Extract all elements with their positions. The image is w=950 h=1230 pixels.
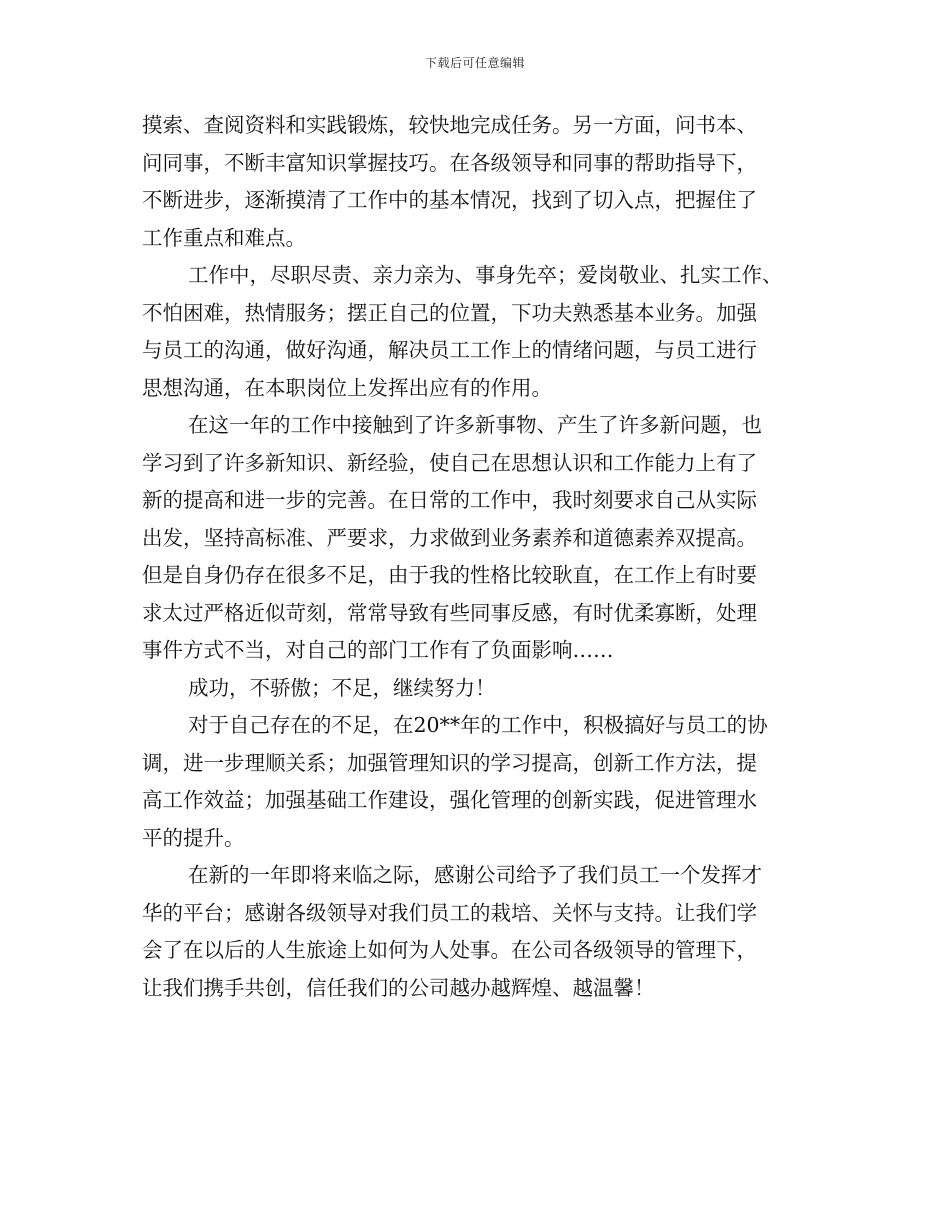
paragraph-line: 调，进一步理顺关系；加强管理知识的学习提高，创新工作方法，提 — [142, 750, 757, 775]
paragraph-line: 在这一年的工作中接触到了许多新事物、产生了许多新问题，也 — [188, 413, 762, 437]
paragraph-line: 事件方式不当，对自己的部门工作有了负面影响…… — [142, 638, 614, 662]
paragraph-3 — [142, 407, 810, 670]
paragraph-line: 求太过严格近似苛刻，常常导致有些同事反感，有时优柔寡断，处理 — [142, 600, 757, 625]
page-header: 下载后可任意编辑 — [424, 56, 525, 70]
paragraph-line: 工作中，尽职尽责、亲力亲为、事身先卒；爱岗敬业、扎实工作、 — [188, 263, 783, 287]
paragraph-line: 高工作效益；加强基础工作建设，强化管理的创新实践，促进管理水 — [142, 788, 757, 812]
paragraph-line: 不怕困难，热情服务；摆正自己的位置，下功夫熟悉基本业务。加强 — [142, 300, 757, 325]
paragraph-line: 在新的一年即将来临之际，感谢公司给予了我们员工一个发挥才 — [188, 863, 762, 887]
paragraph-line: 但是自身仍存在很多不足，由于我的性格比较耿直，在工作上有时要 — [142, 563, 757, 587]
paragraph-line: 不断进步，逐渐摸清了工作中的基本情况，找到了切入点，把握住了 — [142, 188, 757, 212]
paragraph-line: 新的提高和进一步的完善。在日常的工作中，我时刻要求自己从实际 — [142, 488, 757, 512]
paragraph-line: 思想沟通，在本职岗位上发挥出应有的作用。 — [142, 375, 552, 400]
paragraph-line: 问同事，不断丰富知识掌握技巧。在各级领导和同事的帮助指导下， — [142, 150, 757, 175]
paragraph-line: 让我们携手共创，信任我们的公司越办越辉煌、越温馨！ — [142, 975, 655, 1000]
paragraph-line: 华的平台；感谢各级领导对我们员工的栽培、关怀与支持。让我们学 — [142, 900, 757, 925]
paragraph-4 — [142, 670, 810, 708]
paragraph-6 — [142, 857, 810, 1007]
paragraph-line: 学习到了许多新知识、新经验，使自己在思想认识和工作能力上有了 — [142, 450, 757, 475]
paragraph-line: 平的提升。 — [142, 825, 245, 850]
paragraph-line: 出发，坚持高标准、严要求，力求做到业务素养和道德素养双提高。 — [142, 525, 757, 550]
paragraph-5 — [142, 707, 810, 857]
document-body — [142, 107, 810, 1007]
paragraph-line: 会了在以后的人生旅途上如何为人处事。在公司各级领导的管理下， — [142, 938, 757, 962]
paragraph-2 — [142, 257, 810, 407]
paragraph-1 — [142, 107, 810, 257]
paragraph-line: 成功，不骄傲；不足，继续努力！ — [188, 675, 496, 700]
paragraph-line: 对于自己存在的不足，在20**年的工作中，积极搞好与员工的协 — [188, 713, 768, 737]
paragraph-line: 与员工的沟通，做好沟通，解决员工工作上的情绪问题，与员工进行 — [142, 338, 757, 362]
paragraph-line: 摸索、查阅资料和实践锻炼，较快地完成任务。另一方面，问书本、 — [142, 113, 757, 137]
paragraph-line: 工作重点和难点。 — [142, 225, 306, 250]
